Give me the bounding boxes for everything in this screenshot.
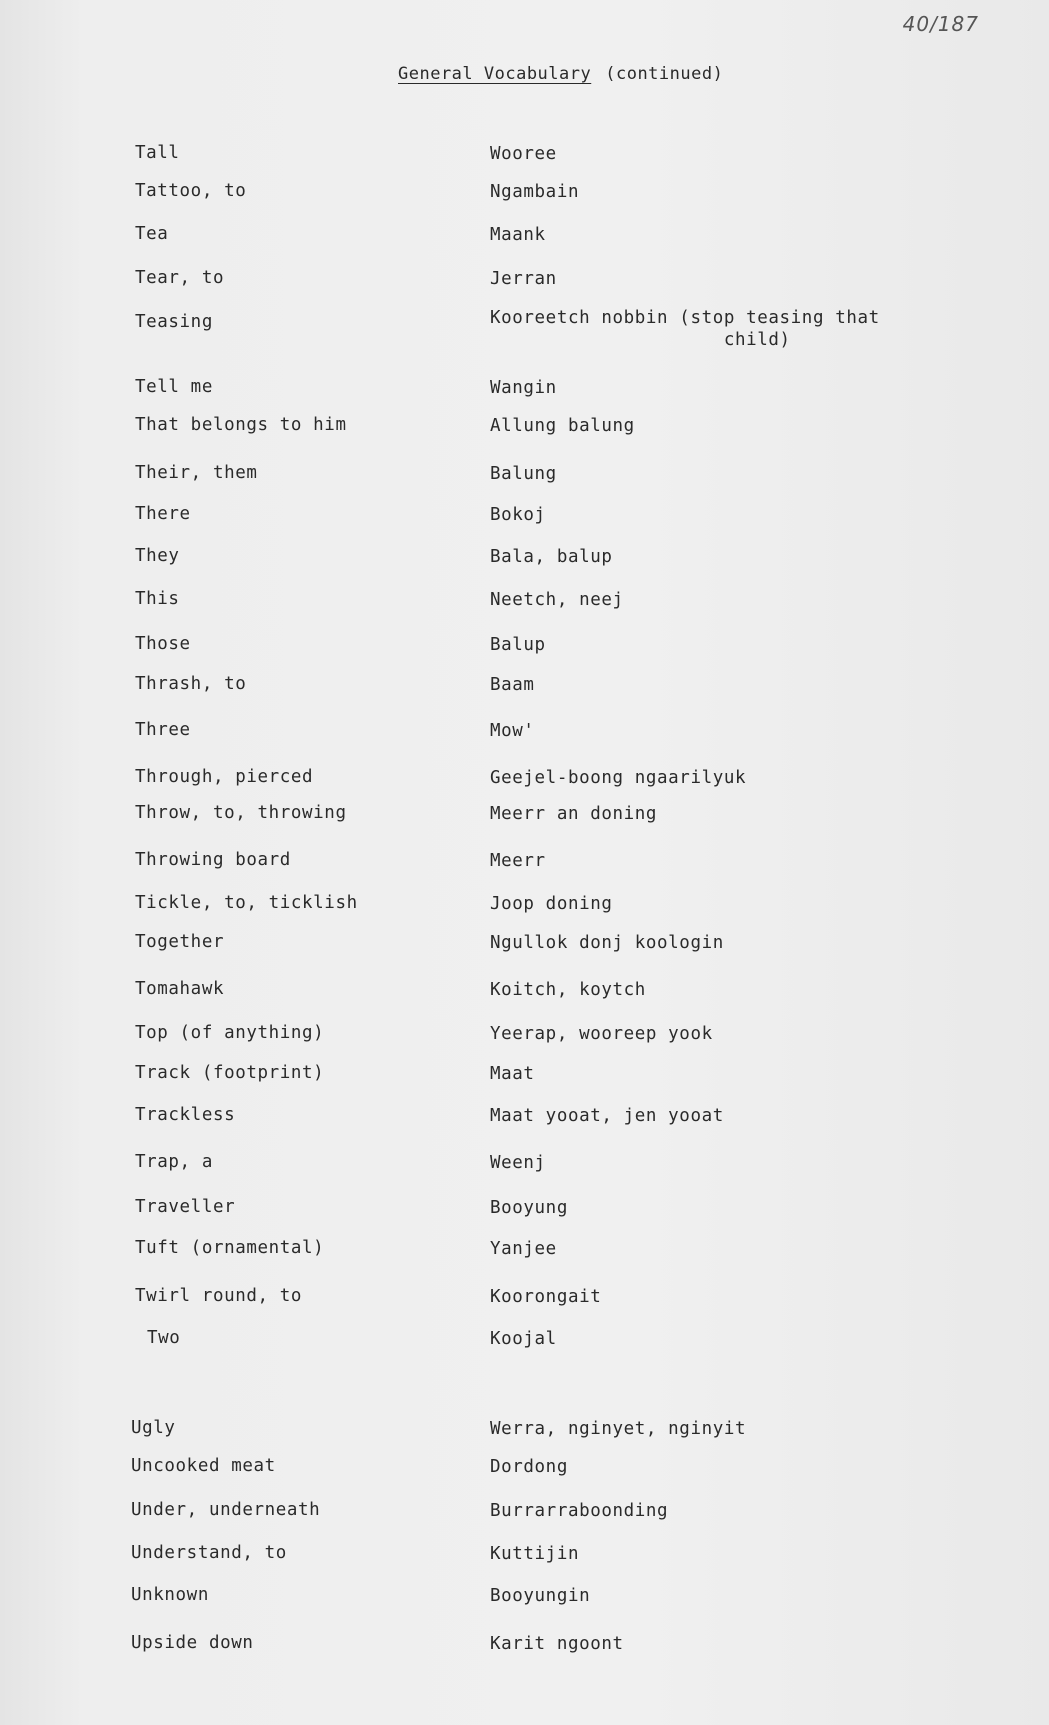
- entry-term: Teasing: [135, 312, 213, 332]
- entry-gloss: Burrarraboonding: [490, 1501, 669, 1521]
- folio-number: 40/187: [902, 12, 979, 36]
- entry-term: Uncooked meat: [131, 1456, 276, 1476]
- entry-gloss: Balup: [490, 635, 546, 655]
- entry-gloss: Weenj: [490, 1153, 546, 1173]
- entry-gloss: Dordong: [490, 1457, 568, 1477]
- entry-term: Unknown: [131, 1585, 209, 1605]
- entry-gloss: Geejel-boong ngaarilyuk: [490, 768, 747, 788]
- entry-term: Tuft (ornamental): [135, 1238, 325, 1258]
- entry-term: Tall: [135, 143, 180, 163]
- entry-term: Tea: [135, 224, 169, 244]
- entry-gloss: Bokoj: [490, 505, 546, 525]
- entry-term: Track (footprint): [135, 1063, 325, 1083]
- entry-term: Trap, a: [135, 1152, 213, 1172]
- entry-term: This: [135, 589, 180, 609]
- entry-term: They: [135, 546, 180, 566]
- entry-gloss: Mow': [490, 721, 535, 741]
- entry-term: Trackless: [135, 1105, 236, 1125]
- entry-term: Tell me: [135, 377, 213, 397]
- entry-gloss: Wangin: [490, 378, 557, 398]
- entry-gloss: Booyung: [490, 1198, 568, 1218]
- entry-gloss: Maank: [490, 225, 546, 245]
- entry-gloss: Koitch, koytch: [490, 980, 646, 1000]
- entry-gloss: Yanjee: [490, 1239, 557, 1259]
- entry-gloss: Maat: [490, 1064, 535, 1084]
- entry-gloss: Jerran: [490, 269, 557, 289]
- entry-gloss: Maat yooat, jen yooat: [490, 1106, 724, 1126]
- entry-gloss: Wooree: [490, 144, 557, 164]
- entry-gloss: Koojal: [490, 1329, 557, 1349]
- entry-gloss: Booyungin: [490, 1586, 591, 1606]
- entry-term: Tattoo, to: [135, 181, 247, 201]
- entry-gloss: Werra, nginyet, nginyit: [490, 1419, 747, 1439]
- page-heading: [398, 64, 723, 84]
- entry-term: Top (of anything): [135, 1023, 325, 1043]
- entry-gloss: Kooreetch nobbin (stop teasing that child): [490, 308, 880, 350]
- entry-gloss: Meerr an doning: [490, 804, 658, 824]
- entry-gloss: Meerr: [490, 851, 546, 871]
- entry-term: Understand, to: [131, 1543, 287, 1563]
- entry-term: Three: [135, 720, 191, 740]
- entry-term: Thrash, to: [135, 674, 247, 694]
- entry-term: Under, underneath: [131, 1500, 321, 1520]
- heading-continued: (continued): [605, 64, 724, 84]
- entry-term: Upside down: [131, 1633, 254, 1653]
- entry-gloss: Balung: [490, 464, 557, 484]
- entry-gloss: Ngambain: [490, 182, 580, 202]
- entry-gloss: Kuttijin: [490, 1544, 580, 1564]
- entry-gloss: Bala, balup: [490, 547, 613, 567]
- entry-gloss: Allung balung: [490, 416, 635, 436]
- entry-gloss: Joop doning: [490, 894, 613, 914]
- entry-term: Throw, to, throwing: [135, 803, 347, 823]
- entry-term: Tickle, to, ticklish: [135, 893, 358, 913]
- entry-term: Tomahawk: [135, 979, 225, 999]
- entry-term: Those: [135, 634, 191, 654]
- entry-term: Together: [135, 932, 225, 952]
- entry-gloss: Neetch, neej: [490, 590, 624, 610]
- heading-title: General Vocabulary: [398, 64, 592, 84]
- entry-gloss: Koorongait: [490, 1287, 602, 1307]
- entry-term: Tear, to: [135, 268, 225, 288]
- entry-term: Throwing board: [135, 850, 291, 870]
- entry-gloss: Yeerap, wooreep yook: [490, 1024, 713, 1044]
- entry-term: Twirl round, to: [135, 1286, 303, 1306]
- entry-term: There: [135, 504, 191, 524]
- entry-term: That belongs to him: [135, 415, 347, 435]
- entry-gloss: Ngullok donj koologin: [490, 933, 724, 953]
- entry-term: Traveller: [135, 1197, 236, 1217]
- entry-term: Their, them: [135, 463, 258, 483]
- entry-gloss: Baam: [490, 675, 535, 695]
- entry-term: Through, pierced: [135, 767, 314, 787]
- entry-gloss: Karit ngoont: [490, 1634, 624, 1654]
- entry-term: Ugly: [131, 1418, 176, 1438]
- entry-term: Two: [147, 1328, 181, 1348]
